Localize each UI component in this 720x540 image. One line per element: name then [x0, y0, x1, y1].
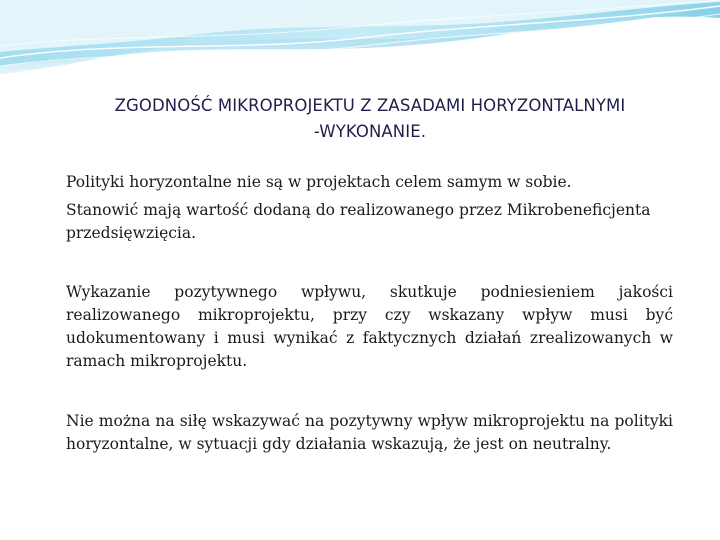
slide-title-line-2: -WYKONANIE. — [313, 122, 427, 141]
paragraph-2: Stanowić mają wartość dodaną do realizowanego przez Mikrobeneficjenta przedsięwzięcia. — [66, 201, 651, 242]
wave-header-decoration — [0, 0, 720, 80]
slide-title-line-1: ZGODNOŚĆ MIKROPROJEKTU Z ZASADAMI HORYZONTALNYMI — [114, 96, 626, 115]
slide-title — [40, 93, 700, 145]
paragraph-4: Nie można na siłę wskazywać na pozytywny wpływ mikroprojektu na polityki horyzontalne, w sytuacji gdy działania wskazują, że jest on neutralny. — [66, 412, 673, 453]
paragraph-3: Wykazanie pozytywnego wpływu, skutkuje podniesieniem jakości realizowanego mikroprojektu, przy czy wskazany wpływ musi być udokumentowany i musi wynikać z faktycznych działań zrealizowanych w ramach mikroprojektu. — [66, 283, 673, 370]
paragraph-1: Polityki horyzontalne nie są w projektach celem samym w sobie. — [66, 173, 572, 191]
